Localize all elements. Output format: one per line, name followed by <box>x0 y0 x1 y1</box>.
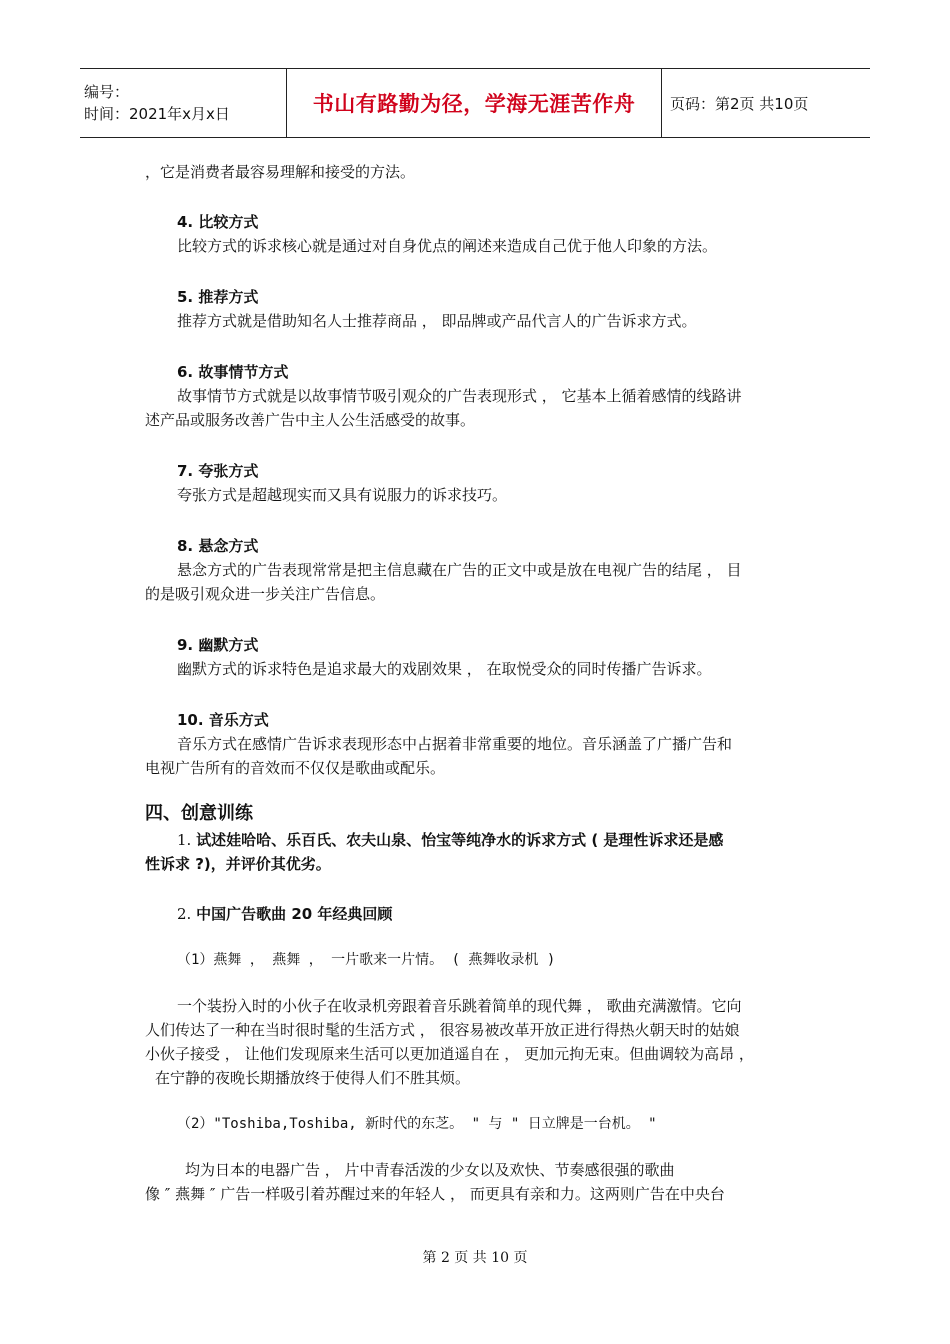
paragraph: 小伙子接受 ， 让他们发现原来生活可以更加逍遥自在 ， 更加元拘无束。但曲调较为高昂 ， <box>145 1045 754 1063</box>
header-meta <box>80 69 287 137</box>
motto: 书山有路勤为径，学海无涯苦作舟 <box>312 92 636 116</box>
question-number: 2. <box>177 905 192 923</box>
paragraph: 在宁静的夜晚长期播放终于使得人们不胜其烦。 <box>155 1069 471 1087</box>
question-text: 中国广告歌曲 20 年经典回顾 <box>196 905 393 923</box>
paragraph: 电视广告所有的音效而不仅仅是歌曲或配乐。 <box>145 759 446 777</box>
paragraph: 均为日本的电器广告 ， 片中青春活泼的少女以及欢快、节奏感很强的歌曲 <box>185 1161 675 1179</box>
song-2: （2）"Toshiba,Toshiba, 新时代的东芝。 " 与 " 日立牌是一台机。 " <box>177 1116 657 1132</box>
header-motto-cell <box>287 69 662 137</box>
question-text: 试述娃哈哈、乐百氏、农夫山泉、怡宝等纯净水的诉求方式 ( 是理性诉求还是感 <box>196 831 724 849</box>
paragraph: 故事情节方式就是以故事情节吸引观众的广告表现形式 ， 它基本上循着感情的线路讲 <box>177 387 742 405</box>
heading-9: 9. 幽默方式 <box>177 636 259 654</box>
page-footer: 第 2 页 共 10 页 <box>422 1250 528 1266</box>
paragraph: 的是吸引观众进一步关注广告信息。 <box>145 585 386 603</box>
question-1 <box>145 828 815 852</box>
question-number: 1. <box>177 831 192 849</box>
paragraph: 夸张方式是超越现实而又具有说服力的诉求技巧。 <box>177 486 508 504</box>
heading-6: 6. 故事情节方式 <box>177 363 289 381</box>
paragraph: 像 ″ 燕舞 ″ 广告一样吸引着苏醒过来的年轻人 ， 而更具有亲和力。这两则广告在中央台 <box>145 1185 725 1203</box>
heading-5: 5. 推荐方式 <box>177 288 259 306</box>
page-header <box>80 68 870 138</box>
paragraph: 推荐方式就是借助知名人士推荐商品 ， 即品牌或产品代言人的广告诉求方式。 <box>177 312 697 330</box>
paragraph: 比较方式的诉求核心就是通过对自身优点的阐述来造成自己优于他人印象的方法。 <box>177 237 718 255</box>
paragraph: 述产品或服务改善广告中主人公生活感受的故事。 <box>145 411 476 429</box>
number-label: 编号： <box>84 83 130 101</box>
paragraph: 一个装扮入时的小伙子在收录机旁跟着音乐跳着简单的现代舞 ， 歌曲充满激情。它向 <box>177 997 742 1015</box>
section-heading: 四、创意训练 <box>145 803 253 824</box>
paragraph: 人们传达了一种在当时很时髦的生活方式 ， 很容易被改革开放正进行得热火朝天时的姑娘 <box>145 1021 740 1039</box>
paragraph: 幽默方式的诉求特色是追求最大的戏剧效果 ， 在取悦受众的同时传播广告诉求。 <box>177 660 712 678</box>
heading-7: 7. 夸张方式 <box>177 462 259 480</box>
heading-10: 10. 音乐方式 <box>177 711 269 729</box>
header-page-cell <box>662 69 808 137</box>
song-1: （1）燕舞 ， 燕舞 ， 一片歌来一片情。 ( 燕舞收录机 ) <box>177 952 556 968</box>
heading-4: 4. 比较方式 <box>177 213 259 231</box>
heading-8: 8. 悬念方式 <box>177 537 259 555</box>
time-label: 时间：2021年x月x日 <box>84 105 230 123</box>
document-body <box>145 158 815 1206</box>
question-2 <box>145 902 815 926</box>
question-text-cont: 性诉求 ?)，并评价其优劣。 <box>145 855 331 873</box>
paragraph: ，它是消费者最容易理解和接受的方法。 <box>145 163 416 181</box>
page-label: 页码：第2页 共10页 <box>670 94 809 113</box>
paragraph: 音乐方式在感情广告诉求表现形态中占据着非常重要的地位。音乐涵盖了广播广告和 <box>177 735 733 753</box>
paragraph: 悬念方式的广告表现常常是把主信息藏在广告的正文中或是放在电视广告的结尾 ， 目 <box>177 561 742 579</box>
